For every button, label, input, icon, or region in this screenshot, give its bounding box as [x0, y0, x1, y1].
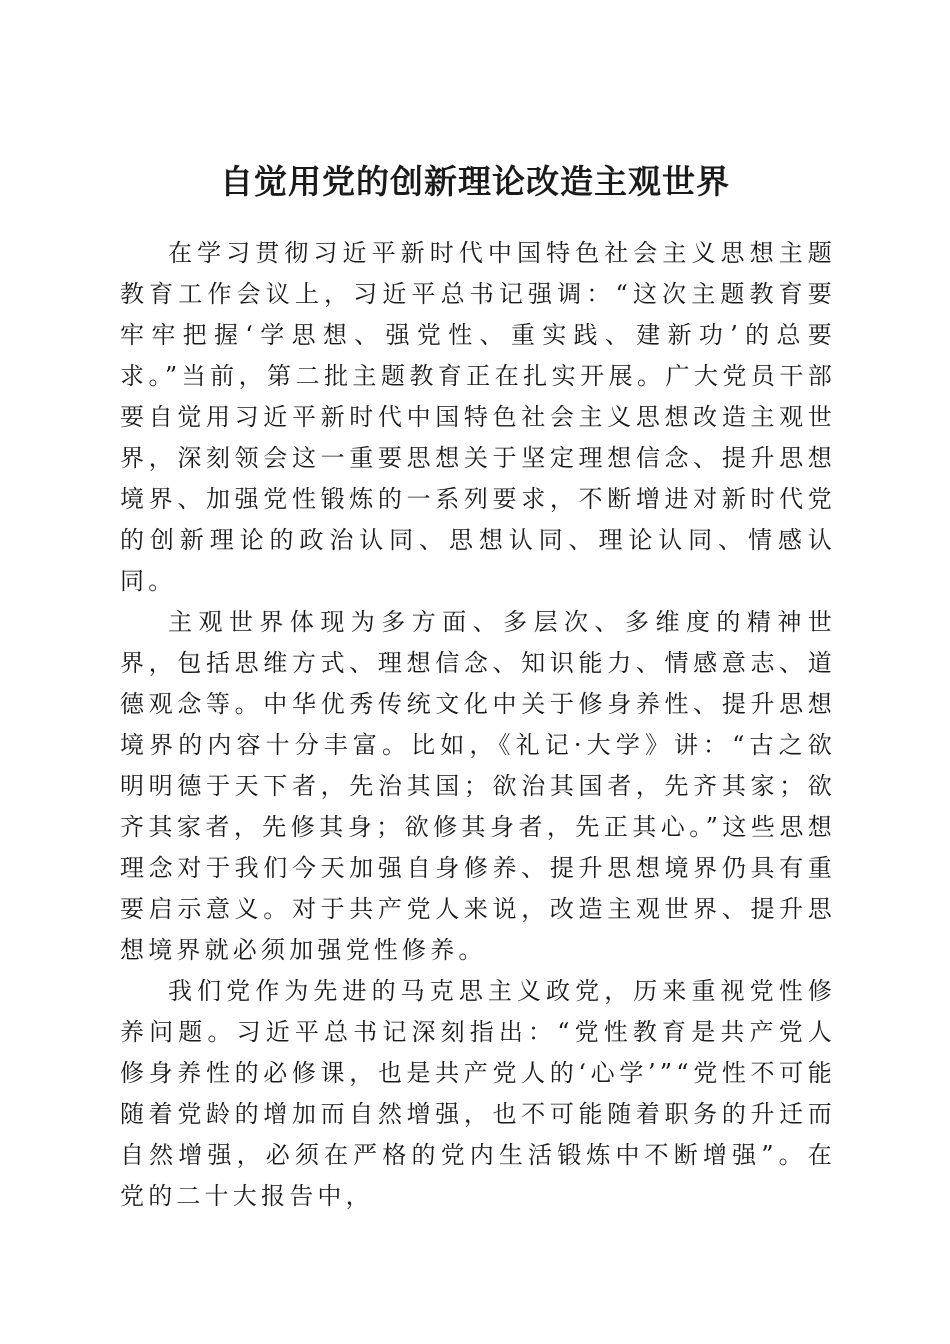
paragraph-3: 我们党作为先进的马克思主义政党，历来重视党性修养问题。习近平总书记深刻指出：“党性教育是共产党人修身养性的必修课，也是共产党人的‘心学’”“党性不可能随着党龄的增加而自然增强，也不可能随着职务的升迁而自然增强，必须在严格的党内生活锻炼中不断增强”。在党的二十大报告中，	[120, 977, 836, 1210]
paragraph-1: 在学习贯彻习近平新时代中国特色社会主义思想主题教育工作会议上，习近平总书记强调：“这次主题教育要牢牢把握‘学思想、强党性、重实践、建新功’的总要求。”当前，第二批主题教育正在扎实开展。广大党员干部要自觉用习近平新时代中国特色社会主义思想改造主观世界，深刻领会这一重要思想关于坚定理想信念、提升思想境界、加强党性锻炼的一系列要求，不断增进对新时代党的创新理论的政治认同、思想认同、理论认同、情感认同。	[120, 239, 836, 595]
paragraph-2: 主观世界体现为多方面、多层次、多维度的精神世界，包括思维方式、理想信念、知识能力、情感意志、道德观念等。中华优秀传统文化中关于修身养性、提升思想境界的内容十分丰富。比如，《礼记·大学》讲：“古之欲明明德于天下者，先治其国；欲治其国者，先齐其家；欲齐其家者，先修其身；欲修其身者，先正其心。”这些思想理念对于我们今天加强自身修养、提升思想境界仍具有重要启示意义。对于共产党人来说，改造主观世界、提升思想境界就必须加强党性修养。	[120, 608, 836, 964]
document-title: 自觉用党的创新理论改造主观世界	[220, 162, 730, 202]
document-body	[120, 233, 836, 1217]
